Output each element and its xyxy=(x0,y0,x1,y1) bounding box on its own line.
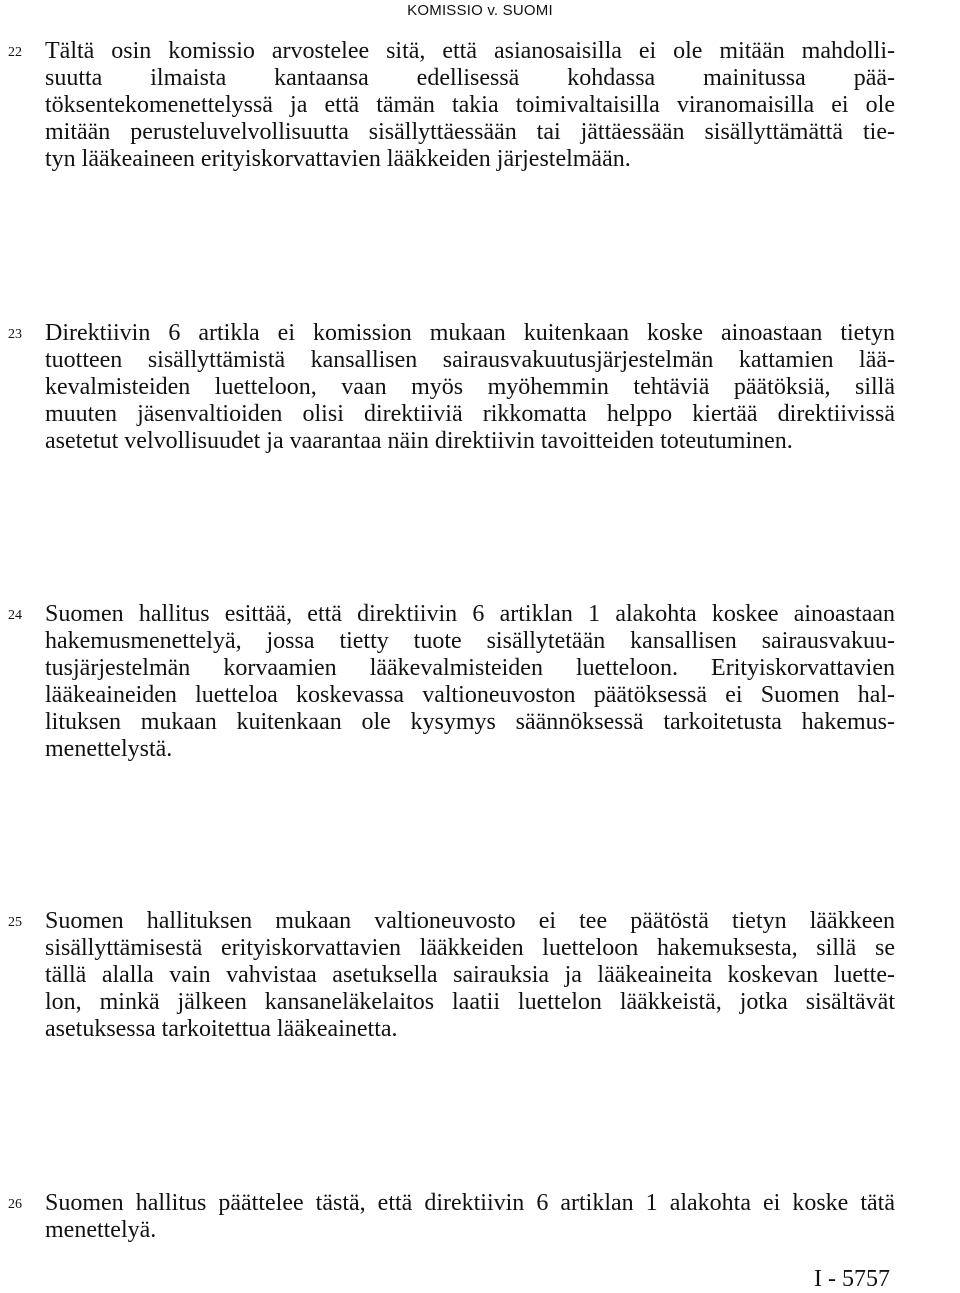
text-line: lääkeaineiden luetteloa koskevassa valtioneuvoston päätöksessä ei Suomen hal- xyxy=(45,682,895,708)
paragraph-number: 23 xyxy=(8,327,22,342)
running-header: KOMISSIO v. SUOMI xyxy=(407,2,553,19)
text-line: lon, minkä jälkeen kansaneläkelaitos laatii luettelon lääkkeistä, jotka sisältävät xyxy=(45,989,895,1015)
text-line: Suomen hallitus esittää, että direktiivin 6 artiklan 1 alakohta koskee ainoastaan xyxy=(45,601,895,627)
paragraph-text xyxy=(45,601,895,763)
page-number: I - 5757 xyxy=(814,1266,890,1292)
text-line: menettelyä. xyxy=(45,1217,157,1243)
text-line: menettelystä. xyxy=(45,736,173,762)
text-line: Suomen hallituksen mukaan valtioneuvosto ei tee päätöstä tietyn lääkkeen xyxy=(45,908,895,934)
text-line: Tältä osin komissio arvostelee sitä, että asianosaisilla ei ole mitään mahdolli- xyxy=(45,38,895,64)
text-line: hakemusmenettelyä, jossa tietty tuote sisällytetään kansallisen sairausvakuu- xyxy=(45,628,895,654)
text-line: kevalmisteiden luetteloon, vaan myös myöhemmin tehtäviä päätöksiä, sillä xyxy=(45,374,895,400)
text-line: tuotteen sisällyttämistä kansallisen sairausvakuutusjärjestelmän kattamien lää- xyxy=(45,347,895,373)
paragraph-number: 26 xyxy=(8,1197,22,1212)
paragraph-number: 24 xyxy=(8,608,22,623)
text-line: suutta ilmaista kantaansa edellisessä kohdassa mainitussa pää- xyxy=(45,65,895,91)
text-line: tusjärjestelmän korvaamien lääkevalmisteiden luetteloon. Erityiskorvattavien xyxy=(45,655,895,681)
text-line: asetuksessa tarkoitettua lääkeainetta. xyxy=(45,1016,398,1042)
text-line: töksentekomenettelyssä ja että tämän takia toimivaltaisilla viranomaisilla ei ole xyxy=(45,92,895,118)
text-line: tällä alalla vain vahvistaa asetuksella sairauksia ja lääkeaineita koskevan luette- xyxy=(45,962,895,988)
paragraph-number: 25 xyxy=(8,915,22,930)
paragraph-number: 22 xyxy=(8,45,22,60)
text-line: sisällyttämisestä erityiskorvattavien lääkkeiden luetteloon hakemuksesta, sillä se xyxy=(45,935,895,961)
text-line: Direktiivin 6 artikla ei komission mukaan kuitenkaan koske ainoastaan tietyn xyxy=(45,320,895,346)
paragraph-text xyxy=(45,38,895,173)
paragraph-text xyxy=(45,1190,895,1244)
paragraph-text xyxy=(45,320,895,455)
text-line: mitään perusteluvelvollisuutta sisällyttäessään tai jättäessään sisällyttämättä tie- xyxy=(45,119,895,145)
text-line: lituksen mukaan kuitenkaan ole kysymys säännöksessä tarkoitetusta hakemus- xyxy=(45,709,895,735)
text-line: Suomen hallitus päättelee tästä, että direktiivin 6 artiklan 1 alakohta ei koske tätä xyxy=(45,1190,895,1216)
text-line: tyn lääkeaineen erityiskorvattavien lääkkeiden järjestelmään. xyxy=(45,146,631,172)
text-line: asetetut velvollisuudet ja vaarantaa näin direktiivin tavoitteiden toteutuminen. xyxy=(45,428,793,454)
text-line: muuten jäsenvaltioiden olisi direktiiviä rikkomatta helppo kiertää direktiivissä xyxy=(45,401,895,427)
paragraph-text xyxy=(45,908,895,1043)
